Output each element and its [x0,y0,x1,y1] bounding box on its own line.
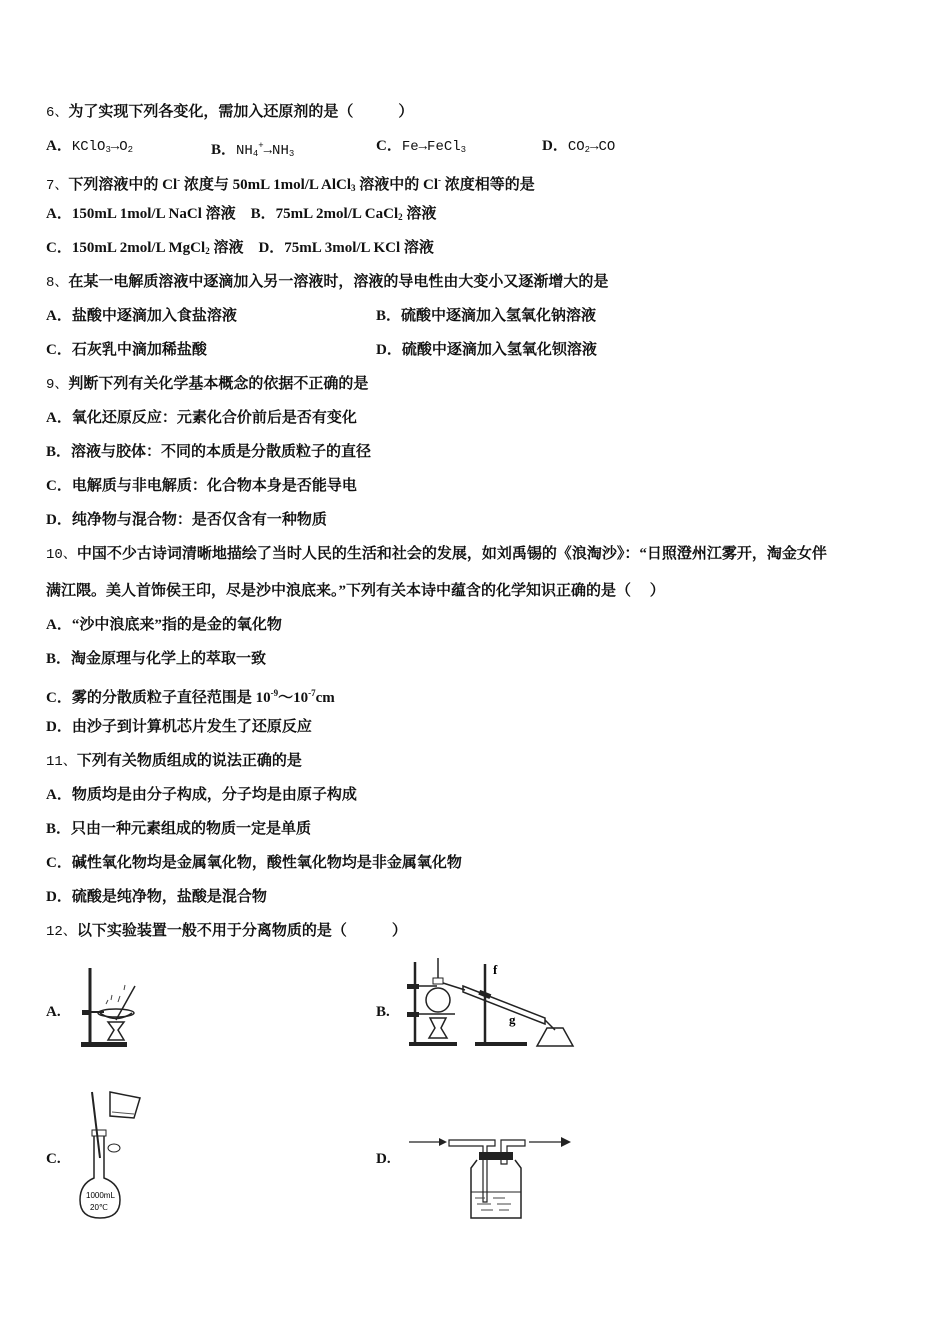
q11-option-d[interactable]: D．硫酸是纯净物，盐酸是混合物 [46,889,267,905]
q7-options-row-1 [46,204,436,227]
question-text: 为了实现下列各变化，需加入还原剂的是（ ） [68,104,414,120]
option-letter: B． [211,142,237,158]
question-9-stem [46,374,368,395]
q9-option-d[interactable]: D．纯净物与混合物：是否仅含有一种物质 [46,512,327,528]
question-10-stem-line-2 [46,581,665,601]
question-6-stem [46,102,413,123]
q12-option-b-label[interactable]: B. [376,1004,390,1020]
q9-option-b[interactable]: B．溶液与胶体：不同的本质是分散质粒子的直径 [46,444,372,460]
q8-option-b[interactable]: B．硫酸中逐滴加入氢氧化钠溶液 [376,308,597,324]
q6-option-b[interactable] [211,136,294,164]
question-number: 12、 [46,924,77,940]
q8-option-c[interactable]: C．石灰乳中滴加稀盐酸 [46,342,207,358]
question-text: 中国不少古诗词清晰地描绘了当时人民的生活和社会的发展，如刘禹锡的《浪淘沙》：“日照澄州江雾开，淘金女伴 [76,546,827,562]
question-number: 10、 [46,547,77,563]
question-12-stem [46,921,407,942]
question-number: 7、 [46,178,69,194]
q11-option-c[interactable]: C．碱性氧化物均是金属氧化物，酸性氧化物均是非金属氧化物 [46,855,462,871]
question-number: 9、 [46,377,69,393]
gas-washing-bottle-figure [405,1128,575,1224]
q6-option-d[interactable] [542,136,615,160]
q7-options-row-2 [46,238,434,261]
svg-text:f: f [493,962,498,977]
q8-option-a[interactable]: A．盐酸中逐滴加入食盐溶液 [46,308,237,324]
option-letter: C． [376,138,402,154]
q12-option-d-label[interactable]: D. [376,1151,391,1167]
svg-text:20℃: 20℃ [90,1203,108,1212]
question-text: 判断下列有关化学基本概念的依据不正确的是 [68,376,369,392]
volumetric-flask-figure [76,1088,146,1222]
question-text: 以下实验装置一般不用于分离物质的是（ ） [76,923,407,939]
q11-option-a[interactable]: A．物质均是由分子构成，分子均是由原子构成 [46,787,357,803]
q11-option-b[interactable]: B．只由一种元素组成的物质一定是单质 [46,821,312,837]
option-letter: D． [542,138,568,154]
distillation-icon [405,958,575,1050]
q6-option-a[interactable] [46,136,133,160]
q9-option-a[interactable]: A．氧化还原反应：元素化合价前后是否有变化 [46,410,357,426]
q10-option-c[interactable]: C．雾的分散质粒子直径范围是 $10^{-9}\sim 10^{-7}cm$ [46,688,335,706]
q8-option-d[interactable]: D．硫酸中逐滴加入氢氧化钡溶液 [376,342,597,358]
question-number: 6、 [46,105,69,121]
volumetric-flask-icon [76,1088,146,1222]
option-formula: Fe→FeCl$_3$ [401,139,467,155]
distillation-apparatus-figure [405,958,575,1050]
q10-option-d[interactable]: D．由沙子到计算机芯片发生了还原反应 [46,719,312,735]
question-7-stem [46,170,535,198]
question-number: 11、 [46,754,77,770]
q9-option-c[interactable]: C．电解质与非电解质：化合物本身是否能导电 [46,478,357,494]
q7-option-c[interactable]: C．150mL 2mol/L MgCl$_2$ 溶液 [46,240,244,256]
q6-option-c[interactable] [376,136,466,160]
question-text: 下列溶液中的 Cl- 浓度与 50mL 1mol/L AlCl$_3$ 溶液中的 Cl- 浓度相等的是 [68,175,535,193]
question-number: 8、 [46,275,69,291]
question-10-stem-line-1 [46,544,827,565]
option-formula: $KClO_3\to O_2$ [71,139,134,155]
question-11-stem [46,751,302,772]
question-text: 下列有关物质组成的说法正确的是 [76,753,302,769]
q7-option-b[interactable]: B．75mL 2mol/L CaCl$_2$ 溶液 [250,206,437,222]
option-formula: $NH_4^+\to NH_3$ [236,141,295,159]
evaporation-apparatus-figure [78,960,158,1050]
option-letter: A． [46,138,72,154]
question-text: 在某一电解质溶液中逐滴加入另一溶液时，溶液的导电性由大变小又逐渐增大的是 [68,274,609,290]
q10-option-b[interactable]: B．淘金原理与化学上的萃取一致 [46,651,267,667]
option-formula: $CO_2\to CO$ [567,139,616,155]
q7-option-d[interactable]: D．75mL 3mol/L KCl 溶液 [258,240,434,256]
evaporating-dish-icon [78,960,158,1050]
q12-option-a-label[interactable]: A. [46,1004,61,1020]
question-8-stem [46,272,608,293]
question-text: 满江隈。美人首饰侯王印，尽是沙中浪底来。”下列有关本诗中蕴含的化学知识正确的是（ ） [46,583,665,599]
gas-washing-bottle-icon [405,1128,575,1224]
q7-option-a[interactable]: A．150mL 1mol/L NaCl 溶液 [46,206,236,222]
svg-text:1000mL: 1000mL [86,1191,115,1200]
q12-option-c-label[interactable]: C. [46,1151,61,1167]
svg-text:g: g [509,1012,516,1027]
q10-option-a[interactable]: A．“沙中浪底来”指的是金的氧化物 [46,617,282,633]
